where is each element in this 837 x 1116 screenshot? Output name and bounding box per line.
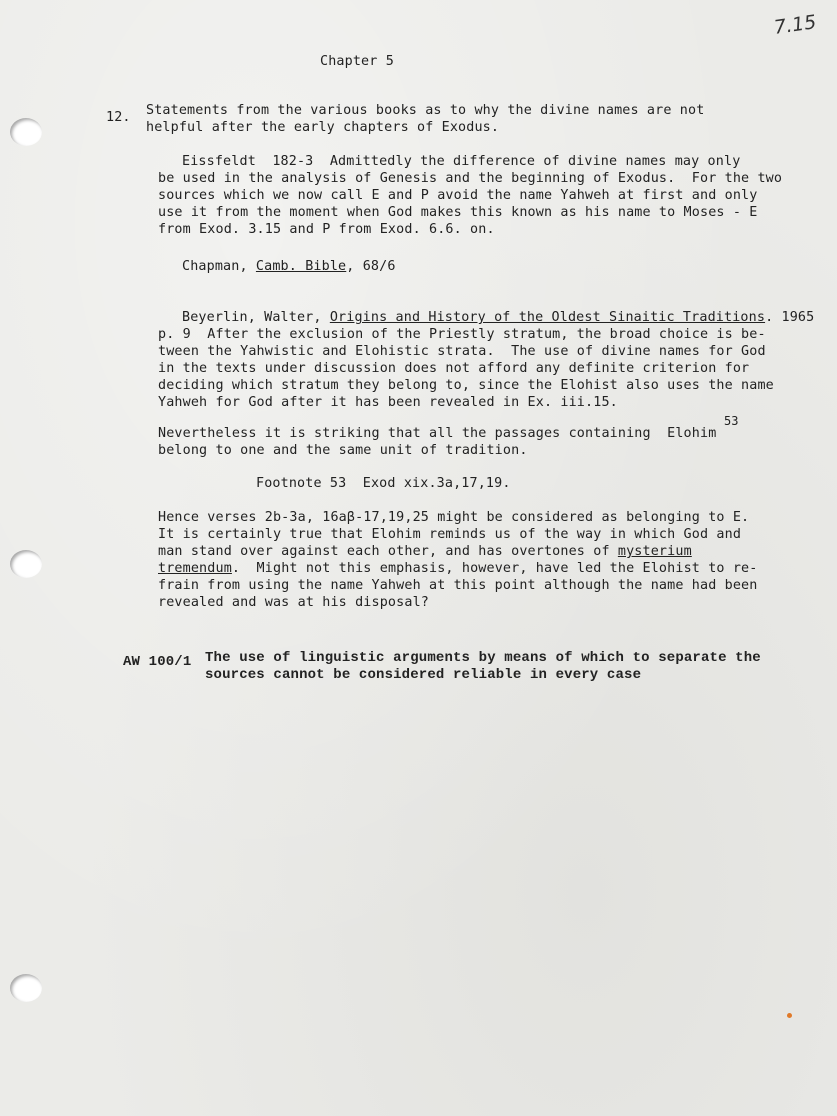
beyerlin-line: Yahweh for God after it has been revealed in Ex. iii.15.	[158, 395, 618, 410]
eissfeldt-line: Eissfeldt 182-3 Admittedly the difference of divine names may only	[182, 154, 741, 169]
hence-line	[158, 560, 757, 577]
eissfeldt-line: sources which we now call E and P avoid the name Yahweh at first and only	[158, 188, 758, 203]
beyerlin-title: Origins and History of the Oldest Sinaitic Traditions	[329, 310, 766, 325]
item-line: helpful after the early chapters of Exodus.	[146, 120, 500, 135]
beyerlin-line: p. 9 After the exclusion of the Priestly stratum, the broad choice is be-	[158, 327, 766, 342]
beyerlin-author: Beyerlin, Walter,	[182, 310, 330, 325]
chapman-ref: , 68/6	[346, 259, 396, 274]
footnote-line: Footnote 53 Exod xix.3a,17,19.	[256, 476, 511, 491]
term-mysterium: mysterium	[617, 544, 692, 559]
eissfeldt-quote	[158, 153, 782, 238]
hence-paragraph	[158, 509, 757, 611]
chapman-title: Camb. Bible	[255, 259, 347, 274]
hence-line: revealed and was at his disposal?	[158, 595, 429, 610]
beyerlin-line: deciding which stratum they belong to, since the Elohist also uses the name	[158, 378, 774, 393]
punch-hole-bottom	[10, 974, 42, 1002]
hence-line-text: man stand over against each other, and has overtones of	[158, 544, 618, 559]
eissfeldt-line: from Exod. 3.15 and P from Exod. 6.6. on.	[158, 222, 495, 237]
punch-hole-middle	[10, 550, 42, 578]
page-number: 7.15	[772, 11, 818, 39]
aw-note	[205, 650, 761, 684]
chapman-author: Chapman,	[182, 259, 248, 274]
eissfeldt-line: use it from the moment when God makes this known as his name to Moses - E	[158, 205, 758, 220]
nevertheless-paragraph	[158, 425, 716, 459]
nevertheless-line: belong to one and the same unit of tradition.	[158, 443, 528, 458]
item-number: 12.	[106, 110, 131, 125]
aw-line: sources cannot be considered reliable in every case	[205, 667, 642, 683]
punch-hole-top	[10, 118, 42, 146]
beyerlin-quote	[158, 326, 774, 411]
aw-line: The use of linguistic arguments by means of which to separate the	[205, 650, 761, 666]
eissfeldt-line: be used in the analysis of Genesis and the beginning of Exodus. For the two	[158, 171, 783, 186]
hence-line	[158, 543, 757, 560]
nevertheless-line: Nevertheless it is striking that all the passages containing Elohim	[158, 426, 717, 441]
term-tremendum: tremendum	[158, 561, 232, 576]
footnote-marker: 53	[724, 414, 739, 428]
beyerlin-line: tween the Yahwistic and Elohistic strata. The use of divine names for God	[158, 344, 766, 359]
hence-line: frain from using the name Yahweh at this point although the name had been	[158, 578, 758, 593]
aw-reference: AW 100/1	[123, 654, 192, 670]
hence-line: Hence verses 2b-3a, 16aβ-17,19,25 might be considered as belonging to E.	[158, 510, 750, 525]
beyerlin-line: in the texts under discussion does not afford any definite criterion for	[158, 361, 750, 376]
chapman-citation	[182, 258, 396, 275]
chapter-heading: Chapter 5	[320, 54, 394, 69]
hence-line: It is certainly true that Elohim reminds us of the way in which God and	[158, 527, 742, 542]
beyerlin-year: . 1965	[765, 310, 815, 325]
item-line: Statements from the various books as to why the divine names are not	[146, 103, 705, 118]
hence-line-text: . Might not this emphasis, however, have led the Elohist to re-	[231, 561, 758, 576]
item-statement	[146, 102, 704, 136]
beyerlin-citation	[182, 309, 814, 326]
ink-spot	[787, 1013, 792, 1018]
